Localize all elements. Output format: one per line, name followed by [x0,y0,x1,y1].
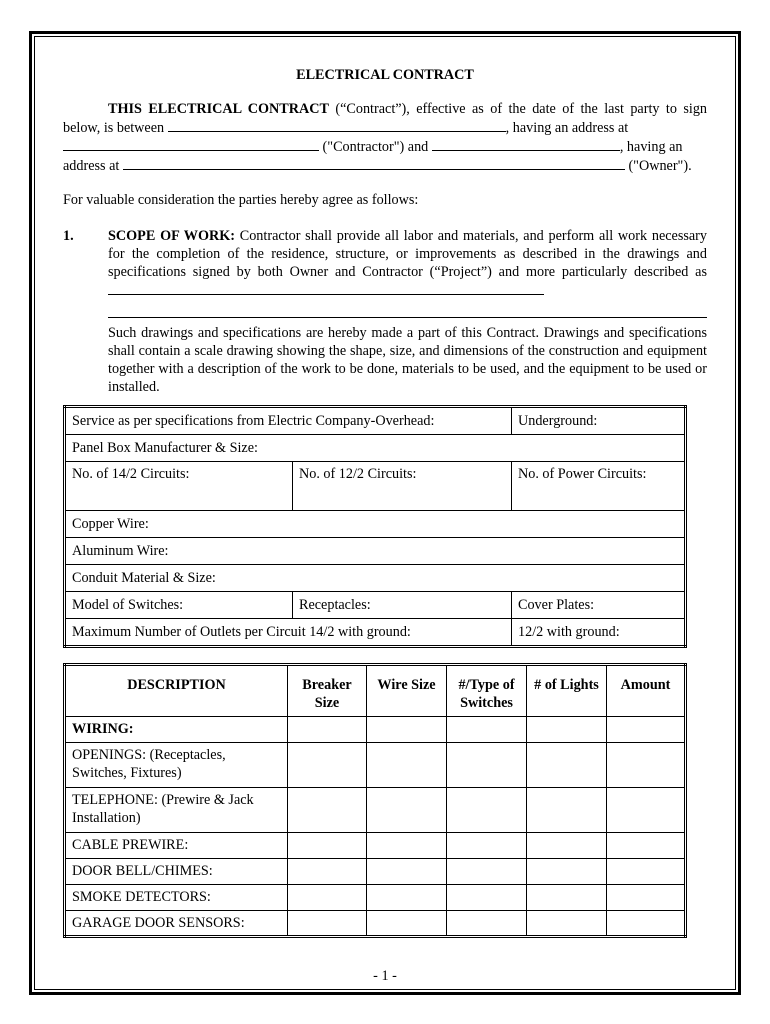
consideration-paragraph: For valuable consideration the parties hereby agree as follows: [63,192,419,208]
row-label-garage-door-sensors: GARAGE DOOR SENSORS: [65,911,288,937]
intro-text-1: (“Contract”), effective as of the date of the last party to sign below, is between [63,101,707,136]
cell[interactable] [527,859,607,885]
intro-text-6: ("Owner"). [624,158,692,174]
intro-paragraph [63,100,707,175]
cell[interactable] [288,717,367,743]
cell[interactable] [367,911,447,937]
intro-bold-lead: THIS ELECTRICAL CONTRACT [108,101,329,117]
cell[interactable] [367,833,447,859]
row-label-telephone: TELEPHONE: (Prewire & Jack Installation) [65,788,288,833]
conduit-cell[interactable]: Conduit Material & Size: [65,565,686,592]
cell[interactable] [447,833,527,859]
cell[interactable] [288,885,367,911]
project-description-blank[interactable] [108,281,544,295]
cell[interactable] [367,743,447,788]
ground-12-2-cell[interactable]: 12/2 with ground: [512,619,686,647]
cell[interactable] [527,743,607,788]
cell[interactable] [527,717,607,743]
cell[interactable] [527,788,607,833]
row-label-door-bell: DOOR BELL/CHIMES: [65,859,288,885]
section-text: Contractor shall provide all labor and materials, and perform all work necessary for the completion of the residence, structure, or improvements as described in the drawings and specifications signed by both Owner and Contractor (“Project”) and more particularly described as [108,228,707,280]
switches-model-cell[interactable]: Model of Switches: [65,592,293,619]
cell[interactable] [367,859,447,885]
cover-plates-cell[interactable]: Cover Plates: [512,592,686,619]
cell[interactable] [447,788,527,833]
owner-name-blank[interactable] [432,137,620,151]
row-label-openings: OPENINGS: (Receptacles, Switches, Fixtures) [65,743,288,788]
header-breaker-size: Breaker Size [288,665,367,717]
max-outlets-cell[interactable]: Maximum Number of Outlets per Circuit 14/2 with ground: [65,619,512,647]
owner-address-blank[interactable] [123,156,625,170]
page-number: - 1 - [373,968,397,984]
cell[interactable] [288,911,367,937]
intro-text-2: , having an address at [505,120,629,136]
cell[interactable] [288,833,367,859]
section-scope-of-work [63,227,707,396]
document-body [63,66,707,396]
circuits-12-2-cell[interactable]: No. of 12/2 Circuits: [293,462,512,511]
cell[interactable] [367,788,447,833]
panel-box-cell[interactable]: Panel Box Manufacturer & Size: [65,435,686,462]
description-table [63,663,687,938]
cell[interactable] [447,717,527,743]
section-number: 1. [63,228,74,244]
document-title: ELECTRICAL CONTRACT [296,67,474,83]
circuits-14-2-cell[interactable]: No. of 14/2 Circuits: [65,462,293,511]
header-switches: #/Type of Switches [447,665,527,717]
power-circuits-cell[interactable]: No. of Power Circuits: [512,462,686,511]
cell[interactable] [367,885,447,911]
cell[interactable] [607,859,686,885]
cell[interactable] [527,911,607,937]
service-overhead-cell[interactable]: Service as per specifications from Electric Company-Overhead: [65,407,512,435]
cell[interactable] [447,743,527,788]
intro-text-5: address at [63,158,123,174]
row-label-smoke-detectors: SMOKE DETECTORS: [65,885,288,911]
aluminum-wire-cell[interactable]: Aluminum Wire: [65,538,686,565]
header-description: DESCRIPTION [65,665,288,717]
cell[interactable] [288,859,367,885]
section-heading: SCOPE OF WORK: [108,228,235,244]
header-wire-size: Wire Size [367,665,447,717]
section-paragraph-2: Such drawings and specifications are hereby made a part of this Contract. Drawings and specifications shall contain a scale drawing showing the shape, size, and dimensions of the construction and equipment together with a description of the work to be done, materials to be used, and the equipment to be used or installed. [108,325,707,395]
row-label-cable-prewire: CABLE PREWIRE: [65,833,288,859]
copper-wire-cell[interactable]: Copper Wire: [65,511,686,538]
contractor-name-blank[interactable] [168,118,506,132]
cell[interactable] [607,717,686,743]
cell[interactable] [447,859,527,885]
header-amount: Amount [607,665,686,717]
cell[interactable] [367,717,447,743]
cell[interactable] [607,833,686,859]
intro-text-4: , having an [619,139,683,155]
project-description-blank-2[interactable] [108,304,707,318]
underground-cell[interactable]: Underground: [512,407,686,435]
cell[interactable] [527,885,607,911]
cell[interactable] [607,788,686,833]
cell[interactable] [607,743,686,788]
cell[interactable] [607,911,686,937]
cell[interactable] [447,885,527,911]
receptacles-cell[interactable]: Receptacles: [293,592,512,619]
intro-text-3: ("Contractor") and [319,139,432,155]
header-lights: # of Lights [527,665,607,717]
cell[interactable] [288,743,367,788]
row-label-wiring: WIRING: [65,717,288,743]
cell[interactable] [607,885,686,911]
cell[interactable] [288,788,367,833]
contractor-address-blank[interactable] [63,137,319,151]
specifications-table [63,405,687,648]
cell[interactable] [447,911,527,937]
cell[interactable] [527,833,607,859]
